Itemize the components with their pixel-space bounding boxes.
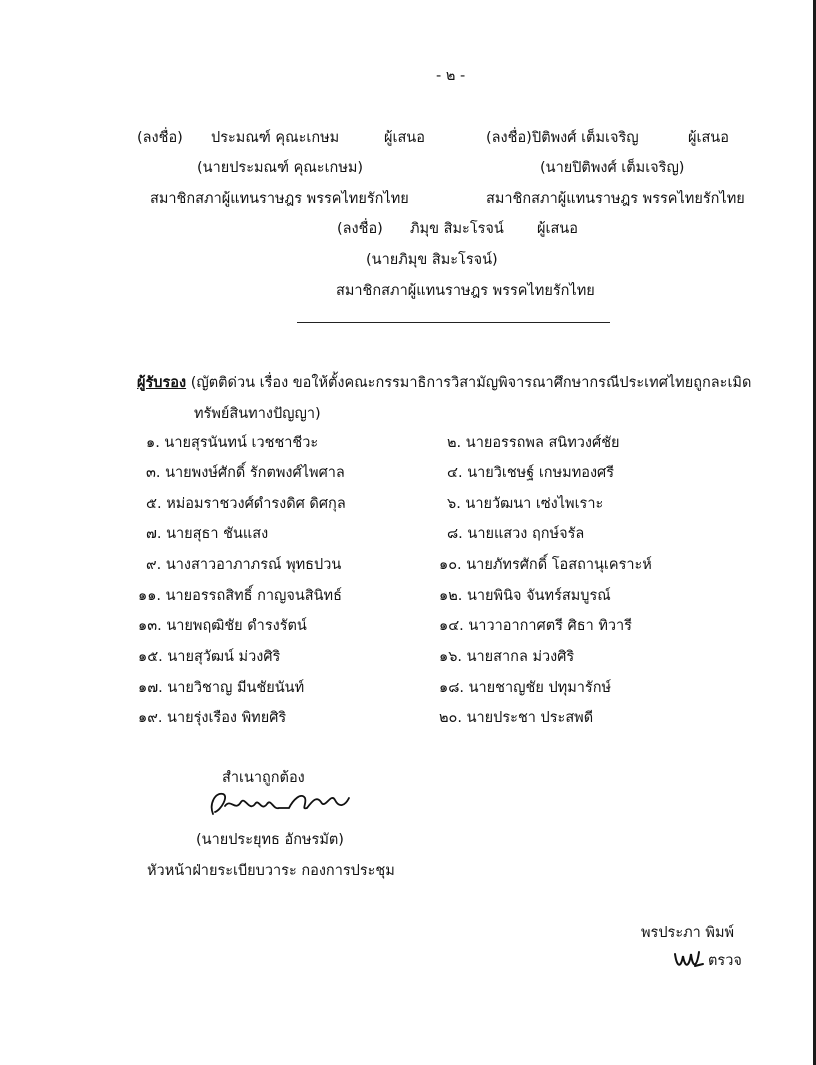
checked-label: ตรวจ <box>708 953 742 969</box>
endorser-item: ๑๓. นายพฤฒิชัย ดำรงรัตน์ <box>138 618 307 634</box>
signature-name: ภิมุข สิมะโรจน์ <box>410 221 504 237</box>
sign-prefix: (ลงชื่อ) <box>137 130 183 146</box>
endorser-item: ๑๒. นายพินิจ จันทร์สมบูรณ์ <box>439 588 611 604</box>
certifier-signature <box>205 786 355 822</box>
endorser-item: ๑๑. นายอรรถสิทธิ์ กาญจนสินิทธ์ <box>138 588 342 604</box>
endorser-item: ๑๖. นายสากล ม่วงศิริ <box>439 649 575 665</box>
checker-initials <box>673 946 705 972</box>
proposer-role: ผู้เสนอ <box>384 130 425 146</box>
proposer-full-name: (นายภิมุข สิมะโรจน์) <box>366 252 498 268</box>
endorsers-topic: (ญัตติด่วน เรื่อง ขอให้ตั้งคณะกรรมาธิการวิสามัญพิจารณาศึกษากรณีประเทศไทยถูกละเมิด <box>190 375 752 391</box>
endorser-item: ๗. นายสุธา ชันแสง <box>146 526 269 542</box>
endorser-item: ๒๐. นายประชา ประสพดี <box>439 710 594 726</box>
endorsers-topic-continued: ทรัพย์สินทางปัญญา) <box>194 406 321 422</box>
proposer-position: สมาชิกสภาผู้แทนราษฎร พรรคไทยรักไทย <box>150 191 409 207</box>
endorser-item: ๘. นายแสวง ฤกษ์จรัล <box>447 526 585 542</box>
endorser-item: ๑๗. นายวิชาญ มีนชัยนันท์ <box>138 680 305 696</box>
endorser-item: ๑๕. นายสุวัฒน์ ม่วงศิริ <box>138 649 281 665</box>
endorsers-heading: ผู้รับรอง <box>137 375 187 391</box>
endorser-item: ๑๙. นายรุ่งเรือง พิทยศิริ <box>138 710 287 726</box>
proposer-role: ผู้เสนอ <box>537 221 578 237</box>
endorser-item: ๖. นายวัฒนา เซ่งไพเราะ <box>447 496 604 512</box>
certifier-title: หัวหน้าฝ่ายระเบียบวาระ กองการประชุม <box>147 863 395 879</box>
proposer-position: สมาชิกสภาผู้แทนราษฎร พรรคไทยรักไทย <box>486 191 745 207</box>
checker-line <box>673 946 742 972</box>
signature-name: ปิติพงศ์ เต็มเจริญ <box>532 130 639 146</box>
endorser-item: ๒. นายอรรถพล สนิทวงศ์ชัย <box>447 435 620 451</box>
proposer-position: สมาชิกสภาผู้แทนราษฎร พรรคไทยรักไทย <box>336 283 595 299</box>
endorsers-heading-line <box>137 371 751 394</box>
sign-prefix: (ลงชื่อ) <box>337 221 383 237</box>
endorser-item: ๕. หม่อมราชวงศ์ดำรงดิศ ดิศกุล <box>146 496 346 512</box>
endorser-item: ๙. นางสาวอาภาภรณ์ พุทธปวน <box>146 557 342 573</box>
endorser-item: ๑๘. นายชาญชัย ปทุมารักษ์ <box>439 680 612 696</box>
certified-copy-label: สำเนาถูกต้อง <box>222 770 305 786</box>
endorser-item: ๑๔. นาวาอากาศตรี ศิธา ทิวารี <box>439 618 632 634</box>
certifier-name: (นายประยุทธ อักษรมัต) <box>196 832 344 848</box>
proposer-role: ผู้เสนอ <box>688 130 729 146</box>
sign-prefix: (ลงชื่อ) <box>486 130 532 146</box>
page-number: - ๒ - <box>436 68 466 84</box>
signature-name: ประมณฑ์ คุณะเกษม <box>211 130 340 146</box>
proposer-full-name: (นายปิติพงศ์ เต็มเจริญ) <box>540 160 685 176</box>
endorser-item: ๑๐. นายภัทรศักดิ์ โอสถานุเคราะห์ <box>439 557 652 573</box>
endorser-item: ๔. นายวิเชษฐ์ เกษมทองศรี <box>447 465 615 481</box>
endorser-item: ๓. นายพงษ์ศักดิ์ รักตพงศ์ไพศาล <box>146 465 345 481</box>
endorser-item: ๑. นายสุรนันทน์ เวชชาชีวะ <box>146 435 319 451</box>
typed-by: พรประภา พิมพ์ <box>641 925 735 941</box>
divider-line <box>297 322 610 323</box>
proposer-full-name: (นายประมณฑ์ คุณะเกษม) <box>197 160 364 176</box>
